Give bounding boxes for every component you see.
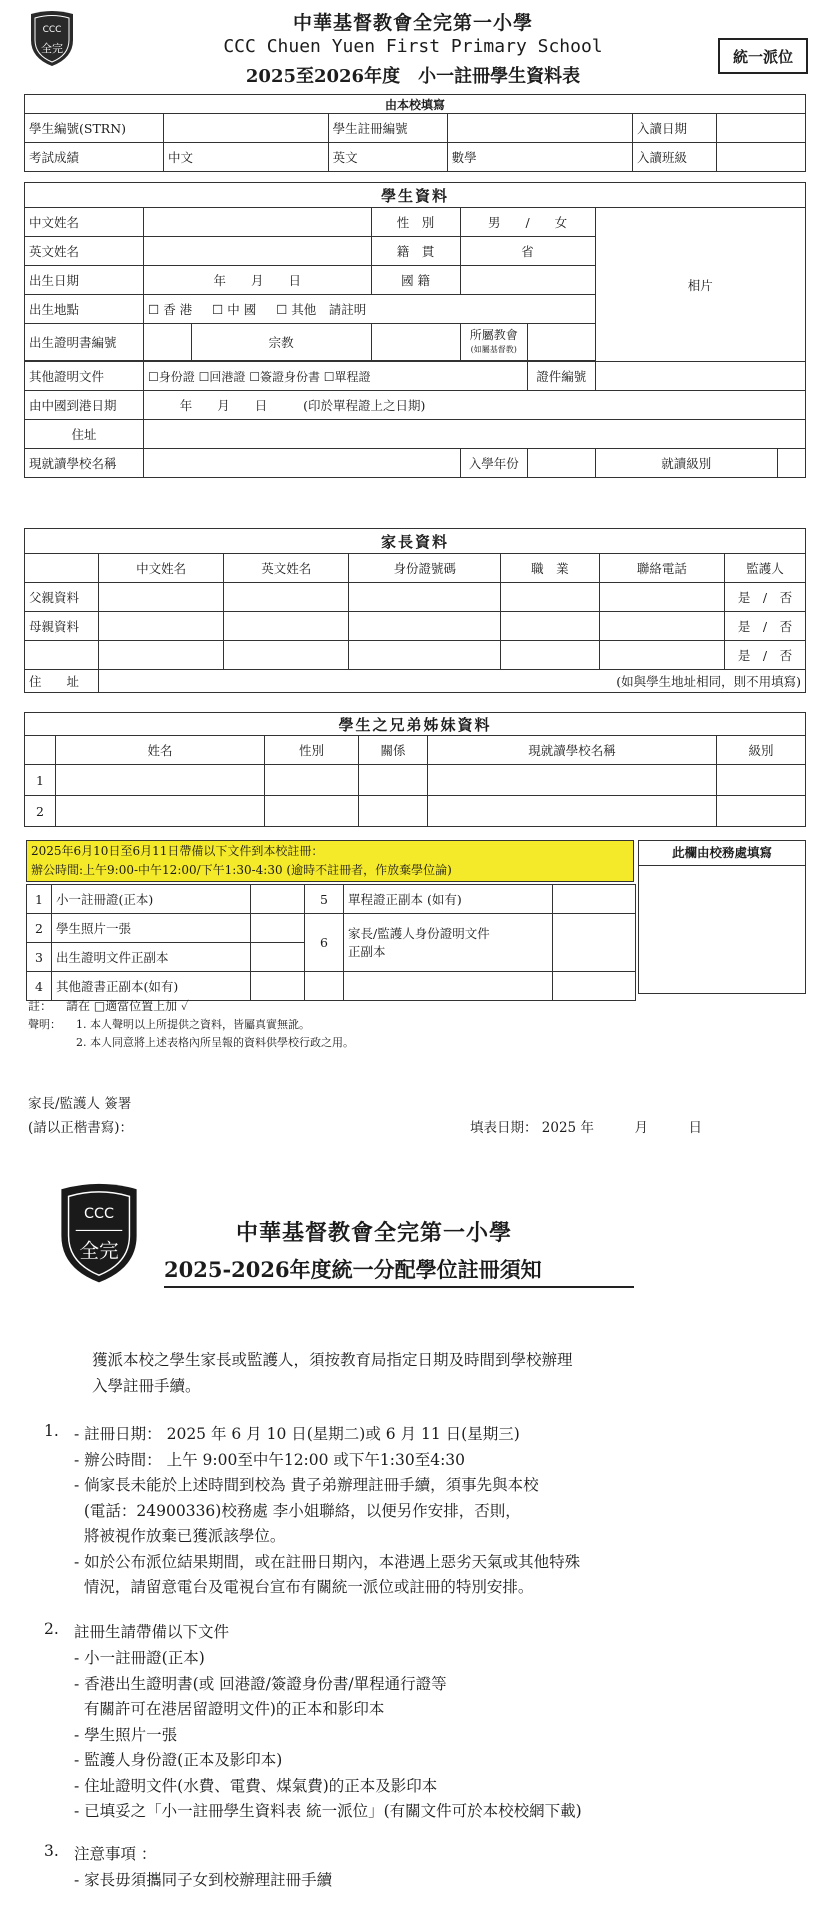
doc-6-no: 6 — [305, 914, 344, 972]
church-field[interactable] — [528, 324, 595, 361]
sibling-col-grade: 級別 — [717, 736, 806, 765]
mother-cn-field[interactable] — [99, 612, 224, 641]
chinese-name-label: 中文姓名 — [25, 208, 144, 237]
entry-class-field[interactable] — [717, 143, 806, 172]
opt-one-way: 單程證 — [334, 369, 371, 384]
sibling-col-school: 現就讀學校名稱 — [428, 736, 717, 765]
parent-col-english: 英文姓名 — [224, 554, 349, 583]
sibling-1-school[interactable] — [428, 765, 717, 796]
checkbox-hk[interactable]: ☐ — [148, 302, 164, 317]
mother-label: 母親資料 — [25, 612, 99, 641]
father-en-field[interactable] — [224, 583, 349, 612]
father-label: 父親資料 — [25, 583, 99, 612]
strn-field[interactable] — [164, 114, 329, 143]
doc-blank-1 — [305, 972, 344, 1001]
school-fill-table — [24, 94, 806, 172]
allocation-tag-text: 統一派位 — [732, 47, 793, 66]
other-id-field[interactable] — [349, 641, 501, 670]
declare-1: 1. 本人聲明以上所提供之資料，皆屬真實無訛。 — [76, 1018, 310, 1031]
docs-notice-line1: 2025年6月10日至6月11日帶備以下文件到本校註冊： — [31, 844, 324, 858]
other-phone-field[interactable] — [599, 641, 724, 670]
other-docs-label: 其他證明文件 — [25, 362, 144, 391]
declare-2: 2. 本人同意將上述表格內所呈報的資料供學校行政之用。 — [76, 1036, 354, 1049]
reg-no-field[interactable] — [447, 114, 632, 143]
sibling-2-school[interactable] — [428, 796, 717, 827]
sibling-2-relation[interactable] — [359, 796, 428, 827]
doc-1-check[interactable] — [251, 885, 305, 914]
mother-en-field[interactable] — [224, 612, 349, 641]
s2-lines-line-3: - 學生照片一張 — [74, 1725, 178, 1744]
arrival-fmt: 年 月 日 — [179, 398, 268, 413]
religion-label: 宗教 — [191, 324, 371, 361]
gender-options[interactable]: 男 / 女 — [460, 208, 595, 237]
note-text: 請在 □適當位置上加 ✓ — [66, 999, 189, 1013]
logo-top-text: CCC — [83, 1205, 115, 1222]
sign-label-2: (請以正楷書寫)： — [28, 1120, 134, 1136]
sibling-section-title: 學生之兄弟姊妹資料 — [25, 713, 806, 736]
guide-intro-2: 入學註冊手續。 — [92, 1377, 201, 1395]
doc-2-check[interactable] — [251, 914, 305, 943]
parent-col-job: 職 業 — [501, 554, 600, 583]
s1-lines-line-5: - 如於公布派位結果期間，或在註冊日期內，本港遇上惡劣天氣或其他特殊 — [74, 1552, 581, 1571]
mother-phone-field[interactable] — [599, 612, 724, 641]
declare-label: 聲明： — [28, 1018, 61, 1031]
other-en-field[interactable] — [224, 641, 349, 670]
guide-s1-num: 1. — [44, 1422, 59, 1440]
bp-hk: 香 港 — [163, 302, 193, 317]
entry-date-field[interactable] — [717, 114, 806, 143]
opt-doc-identity: 簽證身份書 — [259, 369, 320, 384]
s1-lines-line-4: 將被視作放棄已獲派該學位。 — [74, 1527, 286, 1545]
chinese-name-field[interactable] — [144, 208, 372, 237]
doc-6-check[interactable] — [553, 914, 636, 972]
sibling-1-relation[interactable] — [359, 765, 428, 796]
parent-info-table — [24, 528, 806, 693]
mother-guardian-option[interactable]: 是 / 否 — [725, 612, 806, 641]
native-place-label: 籍 貫 — [371, 237, 460, 266]
svg-text:CCC: CCC — [42, 25, 62, 35]
nationality-label: 國 籍 — [371, 266, 460, 295]
birth-cert-field[interactable] — [144, 324, 192, 361]
sibling-1-gender[interactable] — [265, 765, 359, 796]
guide-s3-num: 3. — [44, 1842, 59, 1860]
doc-2-text: 學生照片一張 — [52, 914, 251, 943]
church-sub-label: (如屬基督教) — [470, 344, 517, 354]
s1-lines-line-2: - 倘家長未能於上述時間到校為 貴子弟辦理註冊手續，須事先與本校 — [74, 1476, 539, 1494]
docs-notice-line2: 辦公時間:上午9:00-中午12:00/下午1:30-4:30 (逾時不註冊者，作放棄學位論) — [31, 863, 452, 877]
strn-label: 學生編號(STRN) — [25, 114, 164, 143]
s1-lines-line-3: (電話：24900336)校務處 李小姐聯絡，以便另作安排，否則， — [74, 1501, 521, 1520]
svg-text:全完: 全完 — [41, 42, 63, 55]
sibling-col-relation: 關係 — [359, 736, 428, 765]
doc-5-no: 5 — [305, 885, 344, 914]
s2-lines-line-1: - 香港出生證明書(或 回港證/簽證身份書/單程通行證等 — [74, 1674, 447, 1693]
sibling-2-name[interactable] — [56, 796, 265, 827]
religion-field[interactable] — [371, 324, 460, 361]
note-label: 註： — [28, 999, 53, 1013]
arrival-note: (印於單程證上之日期) — [303, 398, 426, 413]
s2-lines-line-2: 有關許可在港居留證明文件)的正本和影印本 — [74, 1700, 385, 1718]
doc-6-text-cell — [344, 914, 553, 972]
s2-lines-line-6: - 已填妥之「小一註冊學生資料表 統一派位」(有關文件可於本校校網下載) — [74, 1802, 582, 1820]
parent-address-note: (如與學生地址相同，則不用填寫) — [616, 674, 801, 689]
form-title: 2025至2026年度 小一註冊學生資料表 — [245, 66, 581, 87]
parent-col-guardian: 監護人 — [725, 554, 806, 583]
english-name-field[interactable] — [144, 237, 372, 266]
doc-2-no: 2 — [27, 914, 52, 943]
doc-4-check[interactable] — [251, 972, 305, 1001]
doc-blank-3 — [553, 972, 636, 1001]
dob-label: 出生日期 — [25, 266, 144, 295]
other-job-field[interactable] — [501, 641, 600, 670]
s1-lines-line-6: 情況，請留意電台及電視台宣布有關統一派位或註冊的特別安排。 — [74, 1578, 534, 1596]
doc-no-label: 證件編號 — [528, 362, 595, 391]
mother-job-field[interactable] — [501, 612, 600, 641]
sibling-col-name: 姓名 — [56, 736, 265, 765]
doc-3-no: 3 — [27, 943, 52, 972]
doc-3-text: 出生證明文件正副本 — [52, 943, 251, 972]
photo-box[interactable]: 相片 — [595, 208, 805, 362]
bp-other: 其他 請註明 — [291, 302, 367, 317]
sibling-1-grade[interactable] — [717, 765, 806, 796]
guide-school-name: 中華基督教會全完第一小學 — [236, 1220, 513, 1246]
docs-notice — [26, 840, 634, 882]
sibling-2-gender[interactable] — [265, 796, 359, 827]
s2-lines-line-4: - 監護人身份證(正本及影印本) — [74, 1751, 283, 1769]
birthplace-label: 出生地點 — [25, 295, 144, 324]
english-name-label: 英文姓名 — [25, 237, 144, 266]
sibling-col-no — [25, 736, 56, 765]
office-box-title: 此欄由校務處填寫 — [639, 841, 805, 866]
other-guardian-option[interactable]: 是 / 否 — [725, 641, 806, 670]
current-school-label: 現就讀學校名稱 — [25, 449, 144, 478]
s3-lines-line-0: - 家長毋須攜同子女到校辦理註冊手續 — [74, 1871, 333, 1889]
birthplace-options[interactable] — [144, 295, 596, 324]
doc-1-text: 小一註冊證(正本) — [52, 885, 251, 914]
address-label: 住址 — [25, 420, 144, 449]
checkbox-cn[interactable]: ☐ — [212, 302, 228, 317]
current-grade-label: 就讀級別 — [595, 449, 778, 478]
doc-4-no: 4 — [27, 972, 52, 1001]
church-label: 所屬教會 — [469, 327, 518, 342]
current-school-field[interactable] — [144, 449, 461, 478]
reg-no-label: 學生註冊編號 — [328, 114, 447, 143]
doc-1-no: 1 — [27, 885, 52, 914]
english-score-label: 英文 — [328, 143, 447, 172]
doc-3-check[interactable] — [251, 943, 305, 972]
chinese-score-label: 中文 — [164, 143, 329, 172]
checkbox-other[interactable]: ☐ — [276, 302, 292, 317]
doc-5-check[interactable] — [553, 885, 636, 914]
nationality-field[interactable] — [460, 266, 595, 295]
school-fill-header: 由本校填寫 — [25, 95, 806, 114]
father-phone-field[interactable] — [599, 583, 724, 612]
sibling-row-1-no: 1 — [25, 765, 56, 796]
entry-year-field[interactable] — [528, 449, 595, 478]
doc-6-text: 家長/監護人身份證明文件 — [348, 925, 490, 941]
gender-label: 性 別 — [371, 208, 460, 237]
school-logo-large-icon — [56, 1180, 142, 1288]
sibling-row-2-no: 2 — [25, 796, 56, 827]
church-label-cell — [460, 324, 527, 361]
school-name-cn: 中華基督教會全完第一小學 — [292, 12, 533, 34]
doc-6-text2: 正副本 — [348, 943, 386, 959]
current-grade-field[interactable] — [778, 449, 806, 478]
other-parent-label — [25, 641, 99, 670]
guide-s2-title: 註冊生請帶備以下文件 — [74, 1623, 230, 1641]
sibling-2-grade[interactable] — [717, 796, 806, 827]
other-cn-field[interactable] — [99, 641, 224, 670]
s1-lines-line-1: - 辦公時間： 上午 9:00至中午12:00 或下午1:30至4:30 — [74, 1450, 466, 1469]
parent-col-id: 身份證號碼 — [349, 554, 501, 583]
doc-no-field[interactable] — [595, 362, 805, 391]
doc-5-text: 單程證正副本 (如有) — [344, 885, 553, 914]
math-score-label: 數學 — [447, 143, 632, 172]
sibling-table — [24, 712, 806, 827]
other-docs-options[interactable]: ☐身份證 ☐回港證 ☐簽證身份書 ☐單程證 — [144, 362, 528, 391]
father-cn-field[interactable] — [99, 583, 224, 612]
guide-s2-num: 2. — [44, 1620, 59, 1638]
parent-address-field[interactable] — [99, 670, 806, 693]
entry-class-label: 入讀班級 — [633, 143, 717, 172]
logo-bottom-text: 全完 — [79, 1239, 119, 1263]
student-section-title: 學生資料 — [25, 183, 806, 208]
dob-field[interactable]: 年 月 日 — [144, 266, 372, 295]
parent-section-title: 家長資料 — [25, 529, 806, 554]
entry-date-label: 入讀日期 — [633, 114, 717, 143]
office-box[interactable] — [638, 840, 806, 994]
entry-year-label: 入學年份 — [460, 449, 527, 478]
guide-intro-1: 獲派本校之學生家長或監護人，須按教育局指定日期及時間到學校辦理 — [92, 1351, 573, 1369]
father-id-field[interactable] — [349, 583, 501, 612]
school-name-en: CCC Chuen Yuen First Primary School — [223, 36, 603, 57]
arrival-label: 由中國到港日期 — [25, 391, 144, 420]
s1-lines-line-0: - 註冊日期： 2025 年 6 月 10 日(星期二)或 6 月 11 日(星期三) — [74, 1425, 520, 1443]
father-guardian-option[interactable]: 是 / 否 — [725, 583, 806, 612]
parent-col-chinese: 中文姓名 — [99, 554, 224, 583]
birth-cert-label: 出生證明書編號 — [25, 324, 144, 361]
doc-4-text: 其他證書正副本(如有) — [52, 972, 251, 1001]
parent-address-label: 住 址 — [25, 670, 99, 693]
sibling-1-name[interactable] — [56, 765, 265, 796]
fill-date: 填表日期： 2025 年 月 日 — [470, 1120, 702, 1136]
s2-lines-line-5: - 住址證明文件(水費、電費、煤氣費)的正本及影印本 — [74, 1776, 438, 1795]
province-label[interactable]: 省 — [460, 237, 595, 266]
student-info-table — [24, 182, 806, 478]
arrival-field[interactable] — [144, 391, 806, 420]
sibling-col-gender: 性別 — [265, 736, 359, 765]
opt-id-card: 身份證 — [158, 369, 195, 384]
father-job-field[interactable] — [501, 583, 600, 612]
parent-col-phone: 聯絡電話 — [599, 554, 724, 583]
guide-title: 2025-2026年度統一分配學位註冊須知 — [164, 1254, 634, 1288]
exam-label: 考試成績 — [25, 143, 164, 172]
mother-id-field[interactable] — [349, 612, 501, 641]
s2-lines-line-0: - 小一註冊證(正本) — [74, 1649, 205, 1667]
opt-reentry: 回港證 — [209, 369, 246, 384]
bp-cn: 中 國 — [227, 302, 257, 317]
allocation-tag — [718, 38, 808, 74]
sign-label-1: 家長/監護人 簽署 — [28, 1096, 132, 1112]
guide-s3-title: 注意事項 ： — [74, 1845, 157, 1863]
required-docs-table — [26, 884, 636, 1001]
parent-row-header-blank — [25, 554, 99, 583]
doc-blank-2 — [344, 972, 553, 1001]
address-field[interactable] — [144, 420, 806, 449]
